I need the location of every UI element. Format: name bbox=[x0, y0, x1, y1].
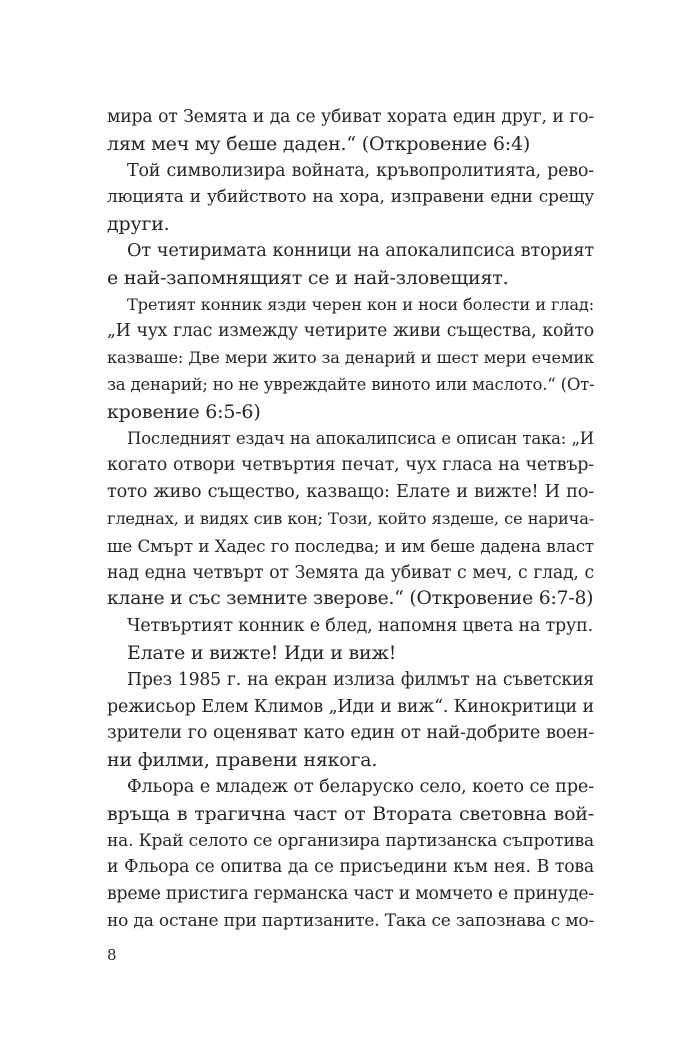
text-line: е най-запомнящият се и най-зловещият. bbox=[107, 266, 509, 289]
text-line: кровение 6:5-6) bbox=[107, 400, 261, 423]
text-line: тото живо същество, казващо: Елате и вижте! И по- bbox=[107, 482, 594, 503]
text-line: други. bbox=[107, 213, 170, 236]
text-line: но да остане при партизаните. Така се запознава с мо- bbox=[107, 910, 594, 931]
text-line: люцията и убийството на хора, изправени едни срещу bbox=[107, 187, 594, 208]
text-line: Последният ездач на апокалипсиса е описан така: „И bbox=[127, 428, 594, 448]
text-line: казваше: Две мери жито за денарий и шест мери ечемик bbox=[107, 348, 594, 368]
text-line: зрители го оценяват като един от най-добрите воен- bbox=[107, 723, 594, 744]
text-line: връща в трагична част от Втората световна вой- bbox=[107, 802, 594, 825]
text-line: когато отвори четвъртия печат, чух гласа на четвър- bbox=[107, 455, 594, 476]
text-line: Третият конник язди черен кон и носи болести и глад: bbox=[127, 294, 594, 314]
page-number: 8 bbox=[107, 946, 117, 964]
text-line: Елате и вижте! Иди и виж! bbox=[127, 641, 397, 664]
text-line: режисьор Елем Климов „Иди и виж“. Кинокритици и bbox=[107, 696, 594, 717]
text-line: От четиримата конници на апокалипсиса вторият bbox=[127, 240, 594, 261]
text-line: време пристига германска част и момчето е принуде- bbox=[107, 884, 594, 905]
text-line: ше Смърт и Хадес го последва; и им беше дадена власт bbox=[107, 535, 594, 556]
text-line: клане и със земните зверове.“ (Откровение 6:7-8) bbox=[107, 588, 594, 610]
text-line: гледнах, и видях сив кон; Този, който яздеше, се нарича- bbox=[107, 508, 594, 528]
text-line: Четвъртият конник е блед, напомня цвета на труп. bbox=[127, 616, 593, 637]
text-line: Фльора е младеж от беларуско село, което се пре- bbox=[127, 776, 594, 797]
text-line: Той символизира войната, кръвопролитията, рево- bbox=[127, 160, 594, 181]
text-line: лям меч му беше даден.“ (Откровение 6:4) bbox=[107, 132, 531, 155]
text-line: ни филми, правени някога. bbox=[107, 749, 378, 772]
text-line: и Фльора се опитва да се присъедини към нея. В това bbox=[107, 857, 594, 878]
text-line: През 1985 г. на екран излиза филмът на съветския bbox=[127, 669, 594, 690]
text-line: за денарий; но не увреждайте виното или маслото.“ (От- bbox=[107, 374, 595, 394]
body-text bbox=[107, 104, 594, 935]
text-line: „И чух глас измежду четирите живи същества, който bbox=[107, 321, 594, 342]
text-line: над една четвърт от Земята да убиват с меч, с глад, с bbox=[107, 562, 594, 583]
text-line: на. Край селото се организира партизанска съпротива bbox=[107, 830, 594, 851]
text-line: мира от Земята и да се убиват хората един друг, и го- bbox=[107, 107, 594, 127]
